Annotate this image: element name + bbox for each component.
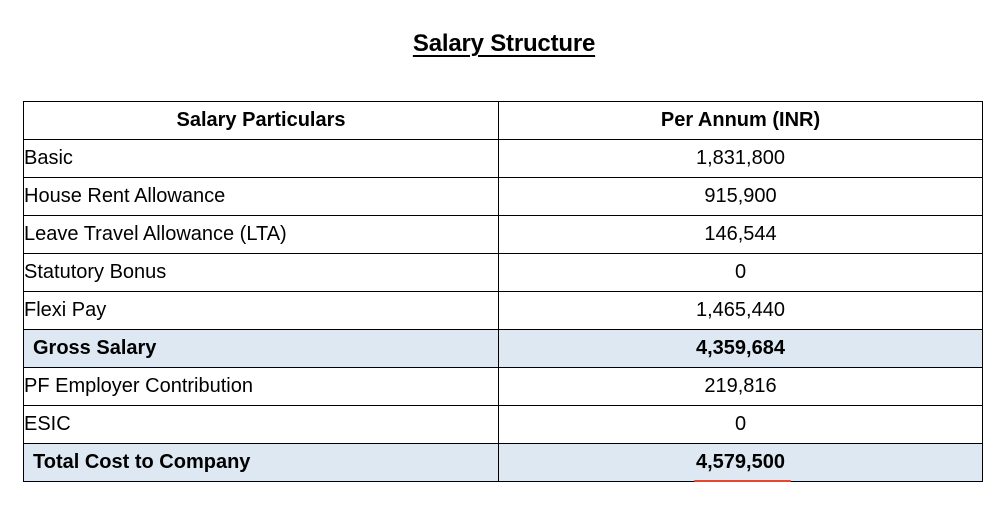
row-value: 915,900 xyxy=(499,178,983,216)
table-row-flexi-pay xyxy=(24,292,983,330)
annotation-underline xyxy=(694,480,791,482)
row-value: 1,831,800 xyxy=(499,140,983,178)
total-ctc-value-text: 4,579,500 xyxy=(696,451,785,473)
document-title: Salary Structure xyxy=(412,30,596,57)
column-header-amount: Per Annum (INR) xyxy=(499,102,983,140)
salary-structure-table xyxy=(23,101,983,482)
row-value: 1,465,440 xyxy=(499,292,983,330)
row-value: 219,816 xyxy=(499,368,983,406)
row-label: Basic xyxy=(24,140,499,178)
row-value: 0 xyxy=(499,254,983,292)
row-value-cell xyxy=(499,444,983,482)
row-value: 146,544 xyxy=(499,216,983,254)
table-row-pf-employer xyxy=(24,368,983,406)
row-value: 4,359,684 xyxy=(499,330,983,368)
table-row-total-ctc xyxy=(24,444,983,482)
row-label: Gross Salary xyxy=(24,330,499,368)
total-ctc-value xyxy=(696,451,785,474)
table-row-statutory-bonus xyxy=(24,254,983,292)
row-label: Total Cost to Company xyxy=(24,444,499,482)
table-header-row xyxy=(24,102,983,140)
table-row-esic xyxy=(24,406,983,444)
table-row-basic xyxy=(24,140,983,178)
table-row-hra xyxy=(24,178,983,216)
column-header-particulars: Salary Particulars xyxy=(24,102,499,140)
row-value: 0 xyxy=(499,406,983,444)
row-label: ESIC xyxy=(24,406,499,444)
row-label: Statutory Bonus xyxy=(24,254,499,292)
row-label: PF Employer Contribution xyxy=(24,368,499,406)
table-row-lta xyxy=(24,216,983,254)
row-label: Flexi Pay xyxy=(24,292,499,330)
row-label: Leave Travel Allowance (LTA) xyxy=(24,216,499,254)
table-row-gross-salary xyxy=(24,330,983,368)
row-label: House Rent Allowance xyxy=(24,178,499,216)
